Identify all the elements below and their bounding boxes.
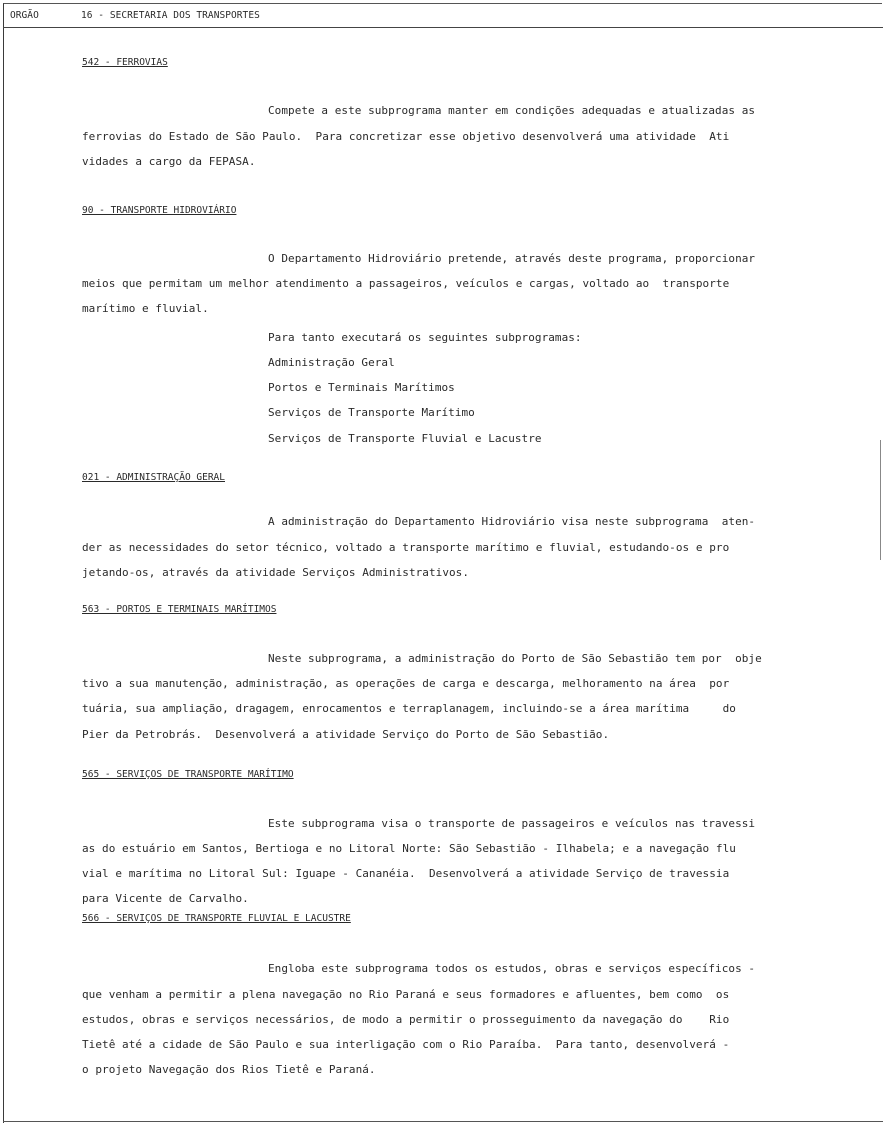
paragraph-line: as do estuário em Santos, Bertioga e no Litoral Norte: São Sebastião - Ilhabela; e a navegação flu bbox=[82, 842, 736, 855]
paragraph-line: der as necessidades do setor técnico, voltado a transporte marítimo e fluvial, estudando-os e pro bbox=[82, 541, 730, 554]
right-border-fragment bbox=[880, 440, 881, 560]
section-heading: 021 - ADMINISTRAÇÃO GERAL bbox=[82, 472, 225, 483]
paragraph-line: Tietê até a cidade de São Paulo e sua interligação com o Rio Paraíba. Para tanto, desenvolverá - bbox=[82, 1038, 730, 1051]
paragraph-line: Este subprograma visa o transporte de passageiros e veículos nas travessi bbox=[268, 817, 756, 830]
paragraph-line: estudos, obras e serviços necessários, de modo a permitir o prosseguimento da navegação do Rio bbox=[82, 1013, 730, 1026]
paragraph-line: o projeto Navegação dos Rios Tietê e Paraná. bbox=[82, 1063, 376, 1076]
list-intro: Para tanto executará os seguintes subprogramas: bbox=[268, 331, 582, 344]
orgao-label: ORGÃO bbox=[10, 10, 39, 21]
paragraph-line: Compete a este subprograma manter em condições adequadas e atualizadas as bbox=[268, 104, 756, 117]
paragraph-line: para Vicente de Carvalho. bbox=[82, 892, 249, 905]
list-item: Serviços de Transporte Fluvial e Lacustre bbox=[268, 432, 542, 445]
paragraph-line: que venham a permitir a plena navegação no Rio Paraná e seus formadores e afluentes, bem como os bbox=[82, 988, 730, 1001]
paragraph-line: ferrovias do Estado de São Paulo. Para concretizar esse objetivo desenvolverá uma atividade Ati bbox=[82, 130, 730, 143]
paragraph-line: vidades a cargo da FEPASA. bbox=[82, 155, 256, 168]
paragraph-line: Pier da Petrobrás. Desenvolverá a atividade Serviço do Porto de São Sebastião. bbox=[82, 728, 610, 741]
list-item: Serviços de Transporte Marítimo bbox=[268, 406, 475, 419]
paragraph-line: marítimo e fluvial. bbox=[82, 302, 209, 315]
document-title: 16 - SECRETARIA DOS TRANSPORTES bbox=[81, 10, 260, 21]
header-divider bbox=[3, 27, 883, 28]
list-item: Portos e Terminais Marítimos bbox=[268, 381, 455, 394]
paragraph-line: Neste subprograma, a administração do Porto de São Sebastião tem por obje bbox=[268, 652, 762, 665]
paragraph-line: tuária, sua ampliação, dragagem, enrocamentos e terraplanagem, incluindo-se a área marítima do bbox=[82, 702, 736, 715]
section-heading: 542 - FERROVIAS bbox=[82, 57, 168, 68]
paragraph-line: jetando-os, através da atividade Serviços Administrativos. bbox=[82, 566, 470, 579]
list-item: Administração Geral bbox=[268, 356, 395, 369]
section-heading: 565 - SERVIÇOS DE TRANSPORTE MARÍTIMO bbox=[82, 769, 294, 780]
paragraph-line: O Departamento Hidroviário pretende, através deste programa, proporcionar bbox=[268, 252, 756, 265]
paragraph-line: tivo a sua manutenção, administração, as operações de carga e descarga, melhoramento na área por bbox=[82, 677, 730, 690]
section-heading: 566 - SERVIÇOS DE TRANSPORTE FLUVIAL E LACUSTRE bbox=[82, 913, 351, 924]
page-frame bbox=[3, 3, 882, 1123]
paragraph-line: A administração do Departamento Hidroviário visa neste subprograma aten- bbox=[268, 515, 756, 528]
section-heading: 563 - PORTOS E TERMINAIS MARÍTIMOS bbox=[82, 604, 277, 615]
section-heading: 90 - TRANSPORTE HIDROVIÁRIO bbox=[82, 205, 237, 216]
paragraph-line: vial e marítima no Litoral Sul: Iguape - Cananéia. Desenvolverá a atividade Serviço de travessia bbox=[82, 867, 730, 880]
paragraph-line: meios que permitam um melhor atendimento a passageiros, veículos e cargas, voltado ao transporte bbox=[82, 277, 730, 290]
bottom-border bbox=[3, 1121, 883, 1122]
paragraph-line: Engloba este subprograma todos os estudos, obras e serviços específicos - bbox=[268, 962, 756, 975]
